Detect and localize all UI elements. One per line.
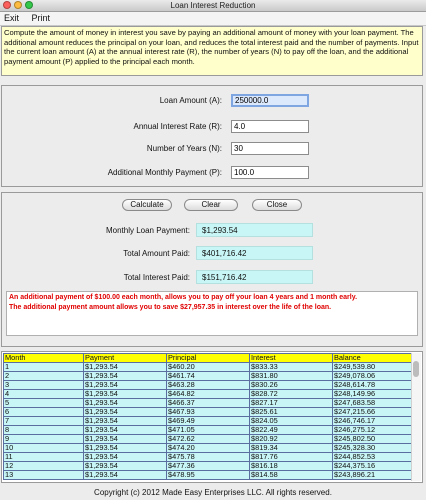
table-cell: 4 <box>4 390 84 399</box>
table-cell: $1,293.54 <box>84 390 167 399</box>
copyright-footer: Copyright (c) 2012 Made Easy Enterprises LLC. All rights reserved. <box>94 488 332 497</box>
table-cell: 3 <box>4 381 84 390</box>
table-row[interactable] <box>4 408 414 417</box>
table-cell: $819.34 <box>250 444 333 453</box>
table-cell: $249,078.06 <box>333 372 414 381</box>
table-cell: $1,293.54 <box>84 453 167 462</box>
table-cell: $825.61 <box>250 408 333 417</box>
table-cell: $244,375.16 <box>333 462 414 471</box>
additional-payment-row <box>2 166 424 180</box>
total-interest-label: Total Interest Paid: <box>123 273 190 282</box>
table-cell: $1,293.54 <box>84 408 167 417</box>
table-cell: $827.17 <box>250 399 333 408</box>
monthly-payment-label: Monthly Loan Payment: <box>105 226 190 235</box>
table-cell: 6 <box>4 408 84 417</box>
total-paid-row <box>2 246 424 260</box>
zoom-window-icon[interactable] <box>25 1 33 9</box>
table-cell: 5 <box>4 399 84 408</box>
table-cell: $464.82 <box>167 390 250 399</box>
table-cell: $245,328.30 <box>333 444 414 453</box>
table-cell: $820.92 <box>250 435 333 444</box>
table-cell: $246,275.12 <box>333 426 414 435</box>
table-cell: $1,293.54 <box>84 363 167 372</box>
years-label: Number of Years (N): <box>146 144 222 153</box>
total-paid-label: Total Amount Paid: <box>123 249 190 258</box>
menu-bar <box>0 12 426 26</box>
table-row[interactable] <box>4 435 414 444</box>
table-cell: $1,293.54 <box>84 426 167 435</box>
table-cell: $472.62 <box>167 435 250 444</box>
table-row[interactable] <box>4 444 414 453</box>
table-row[interactable] <box>4 399 414 408</box>
table-cell: $460.20 <box>167 363 250 372</box>
total-paid-value: $401,716.42 <box>196 246 313 260</box>
table-cell: $247,683.58 <box>333 399 414 408</box>
table-cell: $816.18 <box>250 462 333 471</box>
table-cell: 7 <box>4 417 84 426</box>
table-cell: $1,293.54 <box>84 444 167 453</box>
savings-message-line1: An additional payment of $100.00 each month, allows you to pay off your loan 4 years and 1 month early. <box>9 294 358 301</box>
table-cell: $478.95 <box>167 471 250 480</box>
table-cell: $1,293.54 <box>84 417 167 426</box>
table-row[interactable] <box>4 426 414 435</box>
monthly-payment-value: $1,293.54 <box>196 223 313 237</box>
column-header[interactable]: Principal <box>167 354 250 363</box>
table-cell: 10 <box>4 444 84 453</box>
close-window-icon[interactable] <box>3 1 11 9</box>
amortization-table <box>3 353 414 480</box>
table-row[interactable] <box>4 390 414 399</box>
table-cell: $477.36 <box>167 462 250 471</box>
title-bar <box>0 0 426 12</box>
table-cell: $467.93 <box>167 408 250 417</box>
table-cell: $244,852.53 <box>333 453 414 462</box>
table-cell: $828.72 <box>250 390 333 399</box>
savings-message-line2: The additional payment amount allows you to save $27,957.35 in interest over the life of the loan. <box>9 304 332 311</box>
table-row[interactable] <box>4 381 414 390</box>
table-header-row <box>4 354 414 363</box>
interest-rate-row <box>2 120 424 134</box>
table-cell: $1,293.54 <box>84 372 167 381</box>
close-button[interactable]: Close <box>252 199 302 211</box>
window-title: Loan Interest Reduction <box>170 1 256 10</box>
years-input[interactable] <box>231 142 309 155</box>
table-cell: $1,293.54 <box>84 381 167 390</box>
table-row[interactable] <box>4 372 414 381</box>
table-row[interactable] <box>4 453 414 462</box>
monthly-payment-row <box>2 223 424 237</box>
total-interest-row <box>2 270 424 284</box>
loan-amount-label: Loan Amount (A): <box>159 96 222 105</box>
table-cell: $246,746.17 <box>333 417 414 426</box>
interest-rate-input[interactable] <box>231 120 309 133</box>
clear-button[interactable]: Clear <box>184 199 238 211</box>
loan-amount-row <box>2 94 424 108</box>
calculate-button[interactable]: Calculate <box>122 199 172 211</box>
table-cell: $248,614.78 <box>333 381 414 390</box>
table-cell: $461.74 <box>167 372 250 381</box>
years-row <box>2 142 424 156</box>
table-cell: $245,802.50 <box>333 435 414 444</box>
table-cell: $247,215.66 <box>333 408 414 417</box>
table-cell: $249,539.80 <box>333 363 414 372</box>
scrollbar-thumb[interactable] <box>413 361 419 377</box>
column-header[interactable]: Balance <box>333 354 414 363</box>
table-cell: $822.49 <box>250 426 333 435</box>
table-cell: $1,293.54 <box>84 462 167 471</box>
inputs-panel <box>1 85 423 187</box>
interest-rate-label: Annual Interest Rate (R): <box>133 122 222 131</box>
window-controls <box>3 1 33 9</box>
column-header[interactable]: Interest <box>250 354 333 363</box>
loan-amount-input[interactable] <box>231 94 309 107</box>
table-cell: $817.76 <box>250 453 333 462</box>
column-header[interactable]: Payment <box>84 354 167 363</box>
table-cell: 12 <box>4 462 84 471</box>
additional-payment-input[interactable] <box>231 166 309 179</box>
table-cell: $474.20 <box>167 444 250 453</box>
results-panel <box>1 192 423 347</box>
table-cell: $248,149.96 <box>333 390 414 399</box>
table-row[interactable] <box>4 363 414 372</box>
table-row[interactable] <box>4 462 414 471</box>
table-cell: 9 <box>4 435 84 444</box>
table-cell: $831.80 <box>250 372 333 381</box>
column-header[interactable]: Month <box>4 354 84 363</box>
savings-message <box>6 291 418 336</box>
table-cell: 11 <box>4 453 84 462</box>
menu-print[interactable]: Print <box>31 13 51 23</box>
table-cell: $814.58 <box>250 471 333 480</box>
table-cell: $469.49 <box>167 417 250 426</box>
table-cell: $471.05 <box>167 426 250 435</box>
minimize-window-icon[interactable] <box>14 1 22 9</box>
table-cell: 1 <box>4 363 84 372</box>
table-cell: 13 <box>4 471 84 480</box>
table-row[interactable] <box>4 471 414 480</box>
table-cell: 2 <box>4 372 84 381</box>
description-box: Compute the amount of money in interest you save by paying an additional amount of money with your loan payment. The additional amount reduces the principal on your loan, and reduces the total interest paid and the number of payments. Input the current loan amount (A) at the annual interest rate (R), the number of years (N) to pay off the loan, and the additional payment amount (P) applied to the principal each month. <box>1 26 423 76</box>
table-cell: $824.05 <box>250 417 333 426</box>
table-cell: $833.33 <box>250 363 333 372</box>
table-cell: $475.78 <box>167 453 250 462</box>
table-cell: $1,293.54 <box>84 435 167 444</box>
table-cell: $830.26 <box>250 381 333 390</box>
amortization-table-panel <box>1 351 423 483</box>
table-cell: $466.37 <box>167 399 250 408</box>
total-interest-value: $151,716.42 <box>196 270 313 284</box>
table-cell: $1,293.54 <box>84 471 167 480</box>
table-cell: $243,896.21 <box>333 471 414 480</box>
additional-payment-label: Additional Monthly Payment (P): <box>107 168 222 177</box>
table-cell: $1,293.54 <box>84 399 167 408</box>
table-cell: $463.28 <box>167 381 250 390</box>
table-row[interactable] <box>4 417 414 426</box>
table-scrollbar[interactable] <box>411 353 421 481</box>
menu-exit[interactable]: Exit <box>4 13 20 23</box>
table-cell: 8 <box>4 426 84 435</box>
